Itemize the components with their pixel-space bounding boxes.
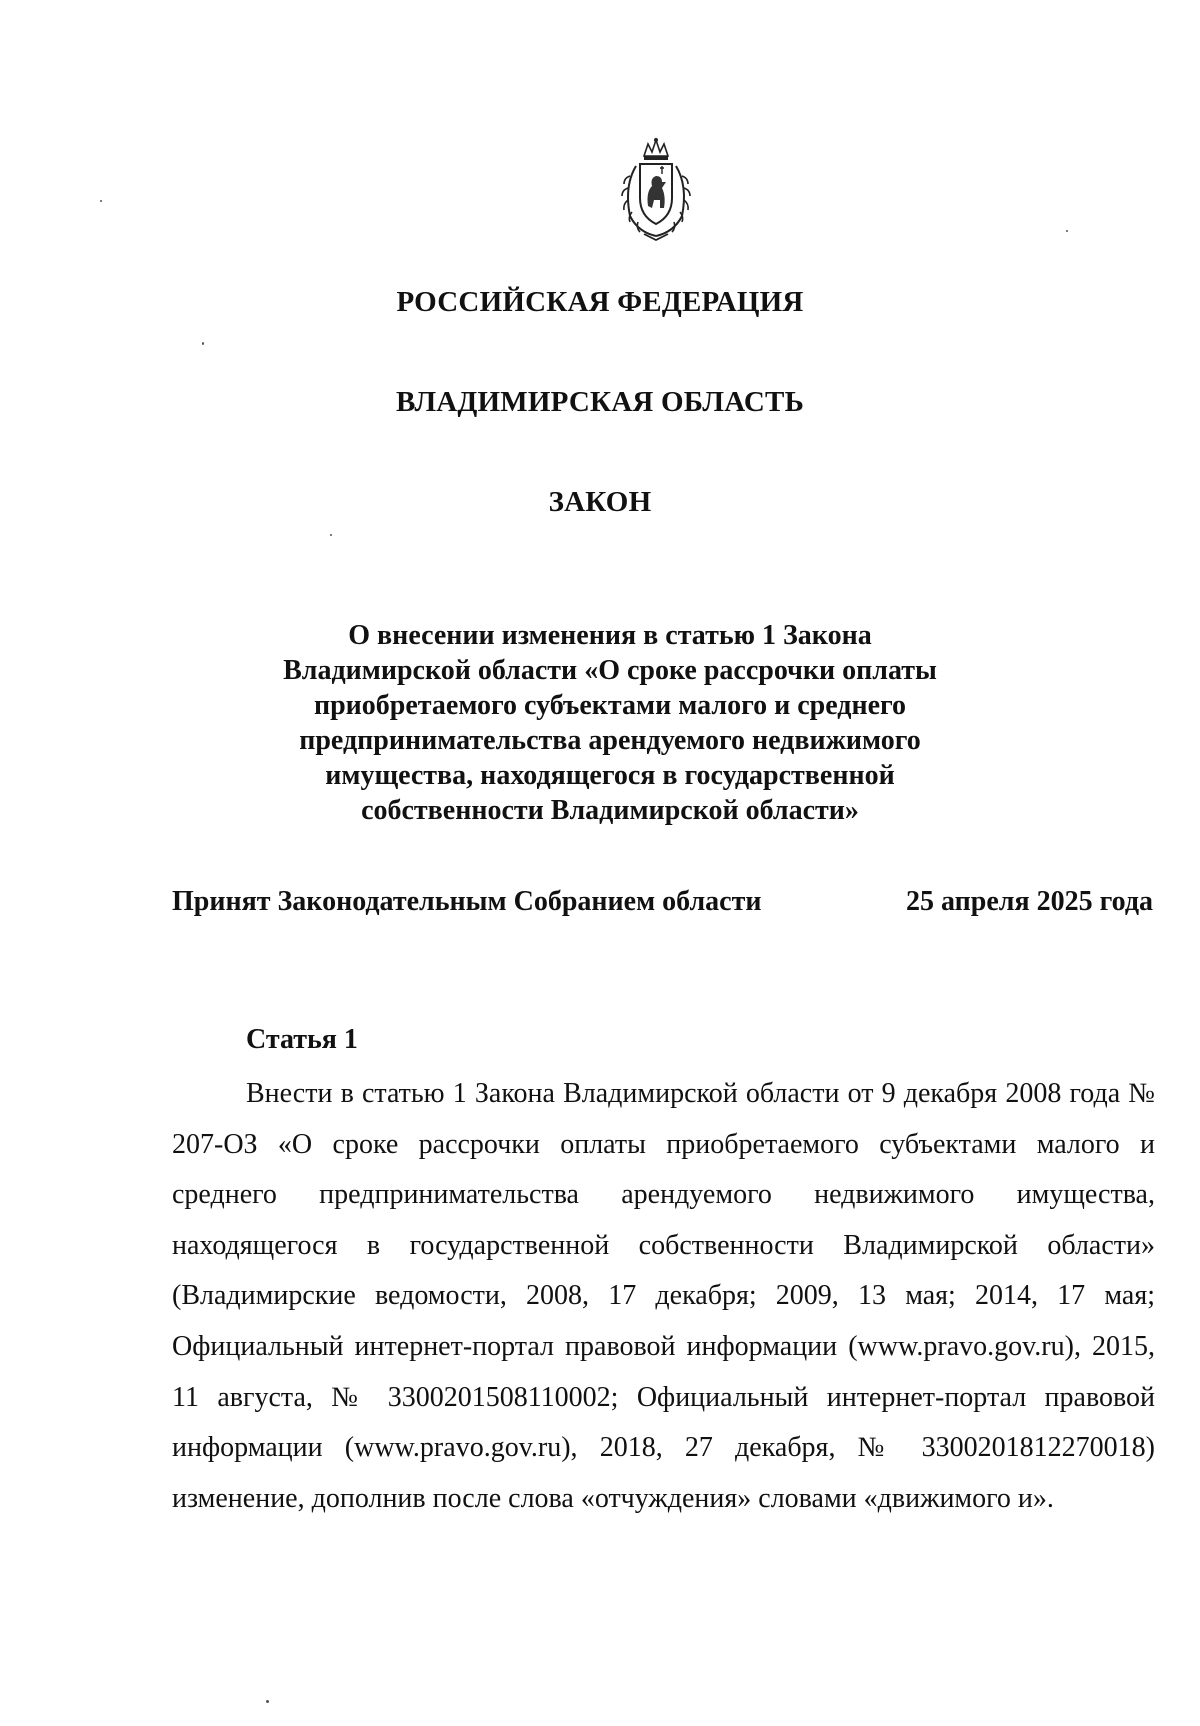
adopted-by-text: Принят Законодательным Собранием области xyxy=(172,886,762,917)
scan-speck xyxy=(330,534,332,536)
scan-speck xyxy=(100,200,102,202)
article-heading: Статья 1 xyxy=(246,1024,358,1055)
scan-speck xyxy=(1066,230,1068,232)
article-text: Внести в статью 1 Закона Владимирской области от 9 декабря 2008 года № 207-ОЗ «О сроке рассрочки оплаты приобретаемого субъектами малого и среднего предпринимательства арендуемого недвижимого имущества, находящегося в государственной собственности Владимирской области» (Владимирские ведомости, 2008, 17 декабря; 2009, 13 мая; 2014, 17 мая; Официальный интернет-портал правовой информации (www.pravo.gov.ru), 2015, 11 августа, № 3300201508110002; Официальный интернет-портал правовой информации (www.pravo.gov.ru), 2018, 27 декабря, № 3300201812270018) изменение, дополнив после слова «отчуждения» словами «движимого и». xyxy=(172,1078,1155,1514)
coat-of-arms-icon xyxy=(614,136,698,244)
scan-speck xyxy=(202,342,204,345)
document-type-heading: ЗАКОН xyxy=(548,486,652,518)
country-heading: РОССИЙСКАЯ ФЕДЕРАЦИЯ xyxy=(396,286,804,318)
adoption-date: 25 апреля 2025 года xyxy=(906,886,1153,917)
region-heading: ВЛАДИМИРСКАЯ ОБЛАСТЬ xyxy=(396,386,804,418)
law-title: О внесении изменения в статью 1 Закона Владимирской области «О сроке рассрочки оплаты приобретаемого субъектами малого и среднего предпринимательства арендуемого недвижимого имущества, находящегося в государственной собственности Владимирской области» xyxy=(283,620,937,826)
scan-speck xyxy=(266,1700,269,1703)
